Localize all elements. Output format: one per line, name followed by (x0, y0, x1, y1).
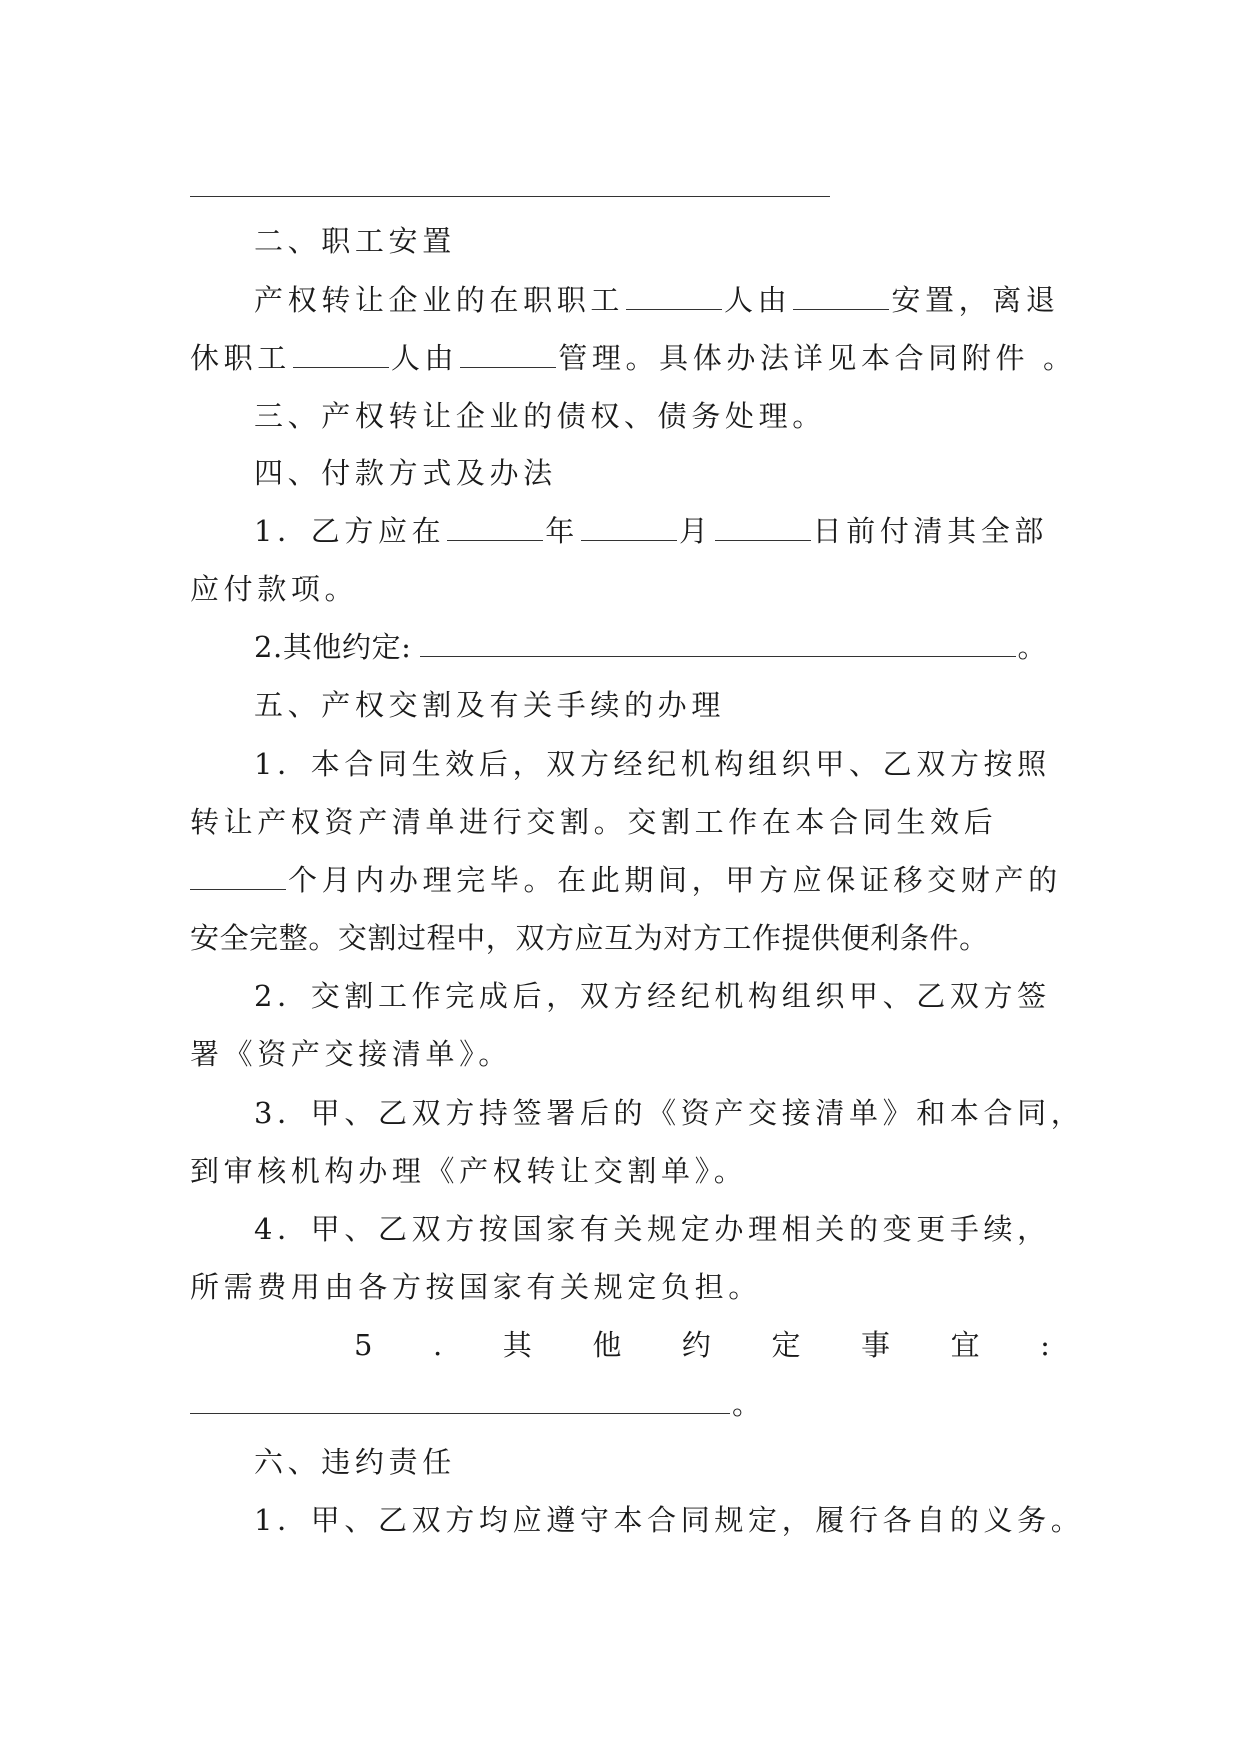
section-4-item-2: 2.其他约定: 。 (254, 630, 1048, 664)
section-4-item-1-line-1: 1．乙方应在 年 月 日前付清其全部 (254, 514, 1049, 548)
section-6-item-1: 1．甲、乙双方均应遵守本合同规定，履行各自的义务。 (254, 1503, 1085, 1537)
section-2-heading: 二、职工安置 (254, 224, 456, 258)
blank-field (447, 518, 543, 541)
section-5-item-1-line-2: 转让产权资产清单进行交割。交割工作在本合同生效后 (190, 805, 998, 839)
blank-field (420, 634, 1016, 657)
section-5-item-1-line-3: 个月内办理完毕。在此期间，甲方应保证移交财产的 (190, 860, 1050, 900)
blank-field (190, 867, 286, 890)
blank-field (581, 518, 677, 541)
section-6-heading: 六、违约责任 (254, 1445, 456, 1479)
blank-field (715, 518, 811, 541)
section-3-heading: 三、产权转让企业的债权、债务处理。 (254, 399, 826, 433)
section-5-item-1-line-1: 1．本合同生效后，双方经纪机构组织甲、乙双方按照 (254, 747, 1051, 781)
section-2-paragraph-line-2: 休职工 人由 管理。具体办法详见本合同附件 。 (190, 341, 1077, 375)
section-2-paragraph-line-1: 产权转让企业的在职职工 人由 安置，离退 (254, 283, 1060, 317)
blank-field (626, 287, 722, 310)
blank-field (460, 345, 556, 368)
section-5-item-1-line-4: 安全完整。交割过程中，双方应互为对方工作提供便利条件。 (190, 921, 989, 955)
section-5-item-3-line-1: 3．甲、乙双方持签署后的《资产交接清单》和本合同， (254, 1096, 1085, 1130)
blank-field (793, 287, 889, 310)
section-5-item-2-line-1: 2．交割工作完成后，双方经纪机构组织甲、乙双方签 (254, 979, 1051, 1013)
top-fill-rule (190, 196, 830, 197)
section-5-item-5-line-2: 。 (190, 1384, 1050, 1424)
section-5-item-4-line-1: 4．甲、乙双方按国家有关规定办理相关的变更手续， (254, 1212, 1051, 1246)
section-5-heading: 五、产权交割及有关手续的办理 (254, 688, 725, 722)
blank-field (190, 1391, 730, 1414)
section-4-item-1-line-2: 应付款项。 (190, 572, 359, 606)
section-5-item-4-line-2: 所需费用由各方按国家有关规定负担。 (190, 1270, 762, 1304)
section-5-item-5-line-1: 5 . 其 他 约 定 事 宜 : (354, 1328, 1050, 1362)
section-5-item-3-line-2: 到审核机构办理《产权转让交割单》。 (190, 1154, 748, 1188)
blank-field (293, 345, 389, 368)
section-4-heading: 四、付款方式及办法 (254, 456, 557, 490)
section-5-item-2-line-2: 署《资产交接清单》。 (190, 1037, 512, 1071)
